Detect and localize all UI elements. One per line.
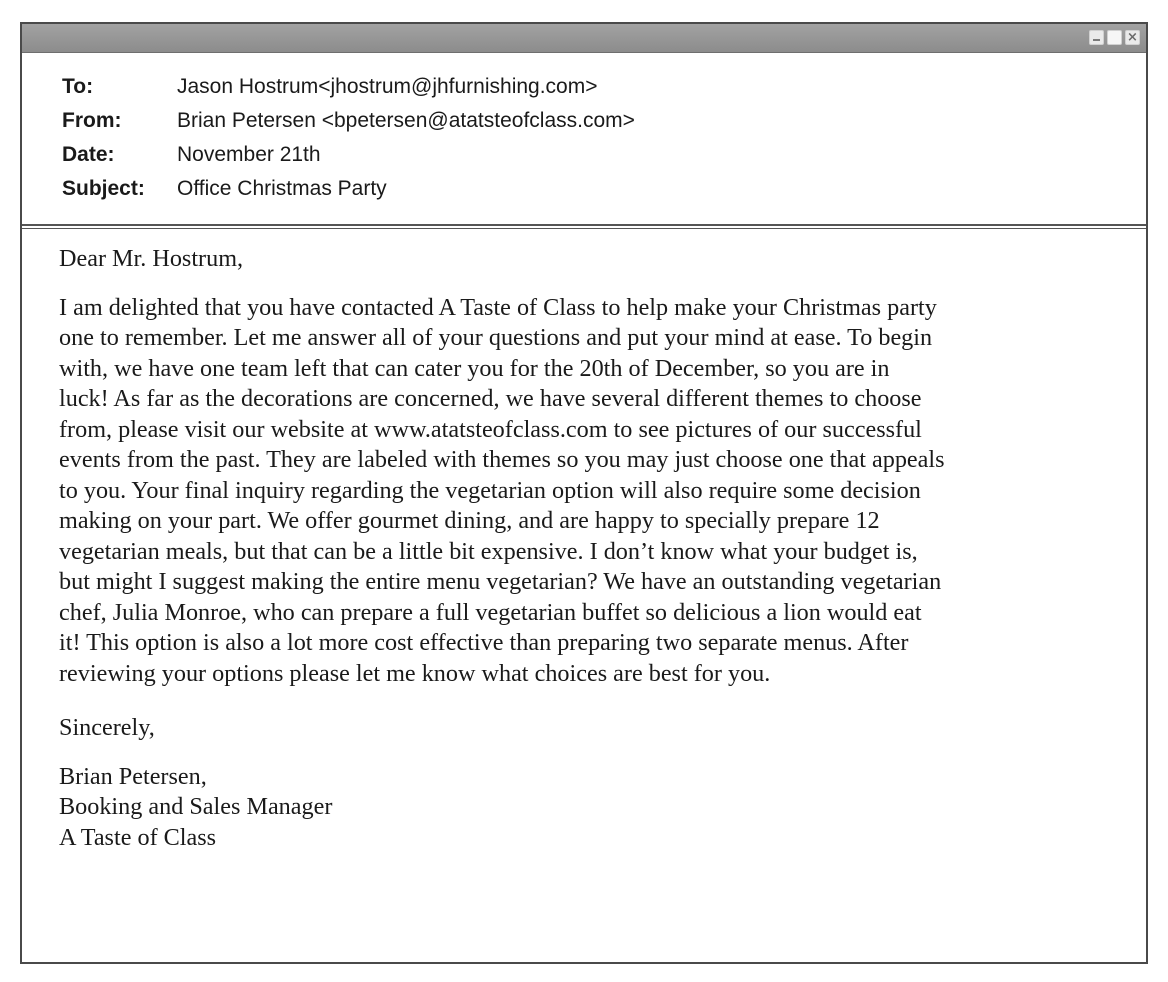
window-controls <box>1089 30 1140 45</box>
header-date-label: Date: <box>62 143 115 166</box>
body-line: events from the past. They are labeled with themes so you may just choose one that appeals <box>59 446 945 473</box>
header-subject-label: Subject: <box>62 177 145 200</box>
body-line: vegetarian meals, but that can be a little bit expensive. I don’t know what your budget is, <box>59 537 918 565</box>
maximize-button[interactable] <box>1107 30 1122 45</box>
header-from <box>62 104 1126 138</box>
email-headers <box>62 70 1126 206</box>
body-line: with, we have one team left that can cater you for the 20th of December, so you are in <box>59 354 890 382</box>
email-greeting: Dear Mr. Hostrum, <box>59 245 244 272</box>
body-line: making on your part. We offer gourmet dining, and are happy to specially prepare 12 <box>59 507 880 534</box>
header-to-value: Jason Hostrum<jhostrum@jhfurnishing.com> <box>177 75 598 98</box>
header-divider <box>22 224 1146 229</box>
header-date <box>62 138 1126 172</box>
signature-name: Brian Petersen, <box>59 762 207 790</box>
body-line: one to remember. Let me answer all of your questions and put your mind at ease. To begin <box>59 324 933 351</box>
signature-title: Booking and Sales Manager <box>59 793 333 820</box>
email-closing: Sincerely, <box>59 714 155 741</box>
header-subject-value: Office Christmas Party <box>177 177 387 200</box>
email-paragraph <box>59 293 1129 690</box>
body-line: but might I suggest making the entire menu vegetarian? We have an outstanding vegetarian <box>59 568 942 595</box>
body-line: it! This option is also a lot more cost effective than preparing two separate menus. After <box>59 629 909 656</box>
body-line: to you. Your final inquiry regarding the vegetarian option will also require some decision <box>59 476 921 504</box>
signature-company: A Taste of Class <box>59 823 217 851</box>
body-line: I am delighted that you have contacted A Taste of Class to help make your Christmas party <box>59 293 937 321</box>
header-from-value: Brian Petersen <bpetersen@atatsteofclass.com> <box>177 109 635 132</box>
header-to <box>62 70 1126 104</box>
minimize-button[interactable] <box>1089 30 1104 45</box>
email-signature <box>59 762 1129 854</box>
email-body <box>59 244 1129 853</box>
body-line: chef, Julia Monroe, who can prepare a full vegetarian buffet so delicious a lion would eat <box>59 598 922 626</box>
header-date-value: November 21th <box>177 143 321 166</box>
title-bar[interactable] <box>22 24 1146 53</box>
header-from-label: From: <box>62 109 122 132</box>
body-line: reviewing your options please let me know what choices are best for you. <box>59 659 771 687</box>
body-line: luck! As far as the decorations are concerned, we have several different themes to choose <box>59 385 922 412</box>
body-line: from, please visit our website at www.atatsteofclass.com to see pictures of our successful <box>59 415 922 443</box>
close-button[interactable]: × <box>1125 30 1140 45</box>
email-window <box>20 22 1148 964</box>
header-subject <box>62 172 1126 206</box>
header-to-label: To: <box>62 75 94 98</box>
